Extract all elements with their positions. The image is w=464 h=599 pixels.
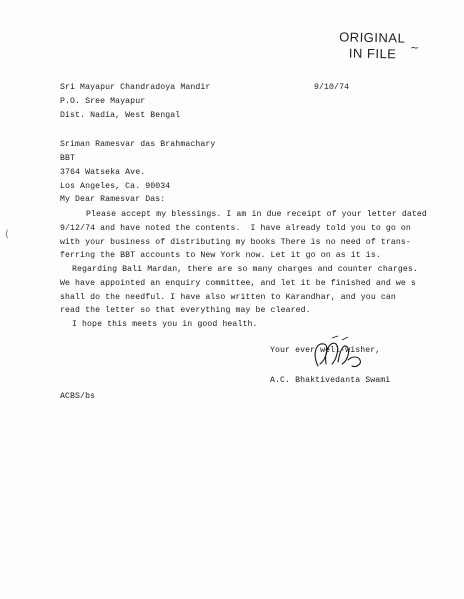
recipient-line-3: 3764 Watseka Ave.: [60, 168, 146, 177]
handwritten-signature: [302, 334, 372, 374]
body-line-9: I hope this meets you in good health.: [72, 320, 258, 329]
stamp-tick-mark: ~: [410, 41, 420, 54]
stamp-line-2: IN FILE: [348, 45, 397, 62]
sender-address-line-3: Dist. Nadia, West Bengal: [60, 111, 181, 120]
body-line-8: read the letter so that everything may be cleared.: [60, 306, 311, 315]
body-line-5: Regarding Bali Mardan, there are so many charges and counter charges.: [72, 265, 418, 274]
recipient-line-2: BBT: [60, 154, 76, 163]
salutation: My Dear Ramesvar Das:: [60, 195, 166, 204]
body-line-7: shall do the needful. I have also written to Karandhar, and you can: [60, 293, 396, 302]
body-line-3: with your business of distributing my books There is no need of trans-: [60, 238, 411, 247]
sender-address-line-2: P.O. Sree Mayapur: [60, 97, 146, 106]
letter-date: 9/10/74: [314, 83, 350, 92]
stamp-line-1: ORIGINAL: [339, 29, 406, 46]
reference-initials: ACBS/bs: [60, 392, 96, 401]
body-line-4: ferring the BBT accounts to New York now. Let it go on as it is.: [60, 251, 381, 260]
margin-bracket-mark: (: [5, 229, 9, 240]
signature-name: A.C. Bhaktivedanta Swami: [270, 376, 391, 385]
recipient-line-4: Los Angeles, Ca. 90034: [60, 182, 171, 191]
body-line-1: Please accept my blessings. I am in due receipt of your letter dated: [86, 210, 427, 219]
body-line-6: We have appointed an enquiry committee, and let it be finished and we s: [60, 279, 416, 288]
closing-line: Your ever well-wisher,: [270, 346, 381, 355]
recipient-line-1: Sriman Ramesvar das Brahmachary: [60, 140, 216, 149]
body-line-2: 9/12/74 and have noted the contents. I have already told you to go on: [60, 224, 411, 233]
original-in-file-stamp: [339, 29, 406, 62]
sender-address-line-1: Sri Mayapur Chandradoya Mandir: [60, 83, 211, 92]
